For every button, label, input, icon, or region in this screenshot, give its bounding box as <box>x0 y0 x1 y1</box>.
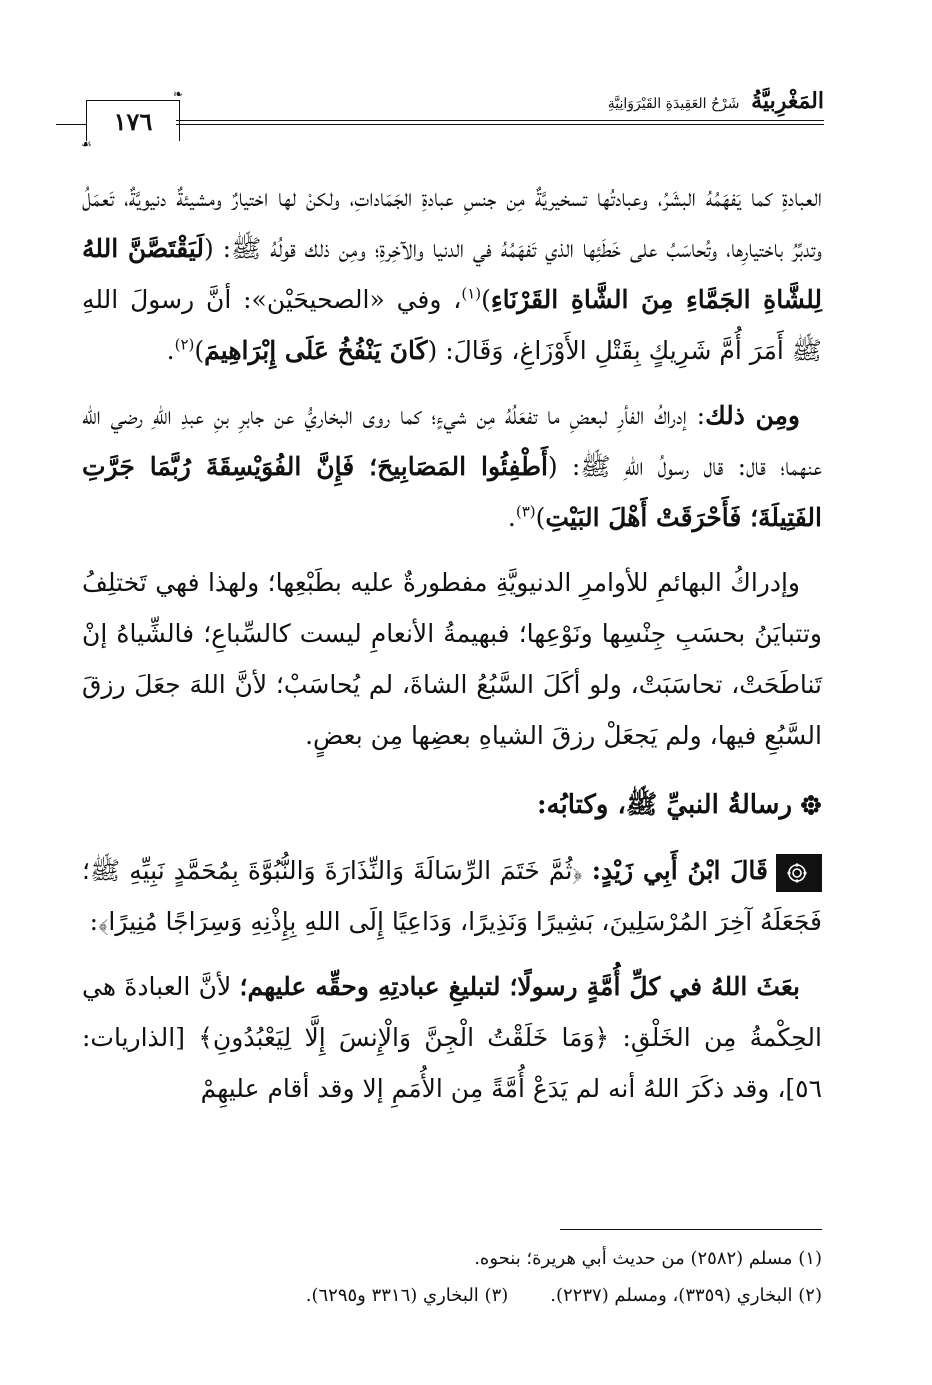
footnote-1: (١) مسلم (٢٥٨٢) من حديث أبي هريرة؛ بنحوه. <box>474 1248 822 1269</box>
page-header <box>56 80 824 151</box>
footnotes <box>82 1240 822 1314</box>
footnote-separator <box>560 1229 822 1230</box>
paragraph-text: وإدراكُ البهائمِ للأوامرِ الدنيويَّةِ مفطورةٌ عليه بطَبْعِها؛ ولهذا فهي تَختلِفُ وتتبايَنُ بحسَبِ جِنْسِها ونَوْعِها؛ فبهيمةُ الأنعامِ ليست كالسِّباعِ؛ فالشِّياهُ إنْ تَناطَحَتْ، تحاسَبَتْ، ولو أكَلَ السَّبُعُ الشاةَ، لم يُحاسَبْ؛ لأنَّ اللهَ جعَلَ رزقَ السَّبُعِ فيها، ولم يَجعَلْ رزقَ الشياهِ بعضِها مِن بعضٍ. <box>82 568 822 750</box>
hadith-quote: أَطْفِئُوا المَصَابِيحَ؛ فَإِنَّ الفُوَيْسِقَةَ رُبَّمَا جَرَّتِ الفَتِيلَةَ؛ فَأَحْرَقَتْ أَهْلَ البَيْتِ <box>82 452 822 532</box>
book-title: المَغْرِبيَّةُ <box>751 88 824 114</box>
main-text <box>82 172 822 1114</box>
header-left-line <box>56 124 86 125</box>
matn-text: ﴿ثُمَّ خَتَمَ الرِّسَالَةَ وَالنِّذَارَةَ وَالنُّبُوَّةَ بِمُحَمَّدٍ نَبِيِّهِ ﷺ؛ فَجَعَلَهُ آخِرَ المُرْسَلِينَ، بَشِيرًا وَنَذِيرًا، وَدَاعِيًا إِلَى اللهِ بِإِذْنِهِ وَسِرَاجًا مُنِيرًا﴾: <box>82 856 822 936</box>
closing-lead: بعَثَ اللهُ في كلِّ أُمَّةٍ رسولًا؛ لتبليغِ عبادتِهِ وحقِّه عليهم؛ <box>239 972 800 1001</box>
paragraph-lead: ومِن ذلك <box>705 401 800 430</box>
footnote-3: (٣) البخاري (٣٣١٦ و٦٢٩٥). <box>305 1285 509 1306</box>
ornament-icon: ☙ <box>81 137 92 151</box>
paragraph-text: : إدراكُ الفأرِ لبعضِ ما تفعَلُهُ مِن شيءٍ؛ كما روى البخاريُّ عن جابرِ بنِ عبدِ اللهِ رضي الله عنهما؛ قال: قال رسولُ اللهِ ﷺ: ( <box>82 401 823 481</box>
book-subtitle: شَرْحُ العَقِيدَةِ القَيْرَوَانِيَّةِ <box>607 96 740 112</box>
paragraph-2: ومِن ذلك: إدراكُ الفأرِ لبعضِ ما تفعَلُهُ مِن شيءٍ؛ كما روى البخاريُّ عن جابرِ بنِ عبدِ اللهِ رضي الله عنهما؛ قال: قال رسولُ اللهِ ﷺ: (أَطْفِئُوا المَصَابِيحَ؛ فَإِنَّ الفُوَيْسِقَةَ رُبَّمَا جَرَّتِ الفَتِيلَةَ؛ فَأَحْرَقَتْ أَهْلَ البَيْتِ)$^{(٣)}$. <box>82 401 823 532</box>
closing-text: لأنَّ العبادةَ هي الحِكْمةُ مِن الخَلْقِ: ﴿وَمَا خَلَقْتُ الْجِنَّ وَالْإِنسَ إِلَّا لِيَعْبُدُونِ﴾ [الذاريات: ٥٦]، وقد ذكَرَ اللهُ أنه لم يَدَعْ أُمَّةً مِن الأُمَمِ إلا وقد أقام عليهِمْ <box>82 972 822 1103</box>
section-heading-text: رسالةُ النبيِّ ﷺ، وكتابُه: <box>536 790 792 820</box>
ornament-icon: ❧ <box>172 87 183 101</box>
footnote-2: (٢) البخاري (٣٣٥٩)، ومسلم (٢٢٣٧). <box>550 1285 822 1306</box>
paragraph-text: ، وفي «الصحيحَيْن»: أنَّ رسولَ اللهِ ﷺ أَمَرَ أُمَّ شَرِيكٍ بِقَتْلِ الأَوْزَاغِ، وَقَالَ: ( <box>82 285 822 365</box>
page-number: ١٧٦ <box>113 107 153 136</box>
matn-badge <box>776 854 822 892</box>
paragraph-text: . <box>166 336 175 365</box>
section-heading <box>82 779 822 831</box>
paragraph-3 <box>82 557 822 761</box>
paragraph-4 <box>82 961 822 1114</box>
footnote-ref[interactable]: (١) <box>461 284 482 303</box>
hadith-quote: لَيَقْتَصَّنَّ اللهُ لِلشَّاةِ الجَمَّاءِ مِنَ الشَّاةِ القَرْنَاءِ <box>82 234 823 314</box>
flower-ornament-icon <box>800 794 822 816</box>
paragraph-1: العبادةِ كما يَفهَمُهُ البشَرُ، وعبادتُها تسخيريَّةٌ مِن جنسِ عبادةِ الجَمَاداتِ، ولكنْ لها اختيارٌ ومشيئةٌ دنيويَّةٌ، تَعمَلُ وتدبِّرُ باختيارِها، وتُحاسَبُ على خَطَئِها الذي تَفهَمُهُ في الدنيا والآخِرةِ؛ ومِن ذلك قولُهُ ﷺ: (لَيَقْتَصَّنَّ اللهُ لِلشَّاةِ الجَمَّاءِ مِنَ الشَّاةِ القَرْنَاءِ)$^{(١)}$، وفي «الصحيحَيْن»: أنَّ رسولَ اللهِ ﷺ أَمَرَ أُمَّ شَرِيكٍ بِقَتْلِ الأَوْزَاغِ، وَقَالَ: (كَانَ يَنْفُخُ عَلَى إِبْرَاهِيمَ)$^{(٢)}$. <box>82 183 823 365</box>
paragraph-text: . <box>507 503 516 532</box>
header-rule-double <box>176 124 824 125</box>
hadith-quote: كَانَ يَنْفُخُ عَلَى إِبْرَاهِيمَ <box>204 336 428 365</box>
matn-speaker: قَالَ ابْنُ أَبِي زَيْدٍ: <box>591 856 768 885</box>
footnote-ref[interactable]: (٢) <box>174 335 195 354</box>
paragraph-text: العبادةِ كما يَفهَمُهُ البشَرُ، وعبادتُها تسخيريَّةٌ مِن جنسِ عبادةِ الجَمَاداتِ، ولكنْ لها اختيارٌ ومشيئةٌ دنيويَّةٌ، تَعمَلُ وتدبِّرُ باختيارِها، وتُحاسَبُ على خَطَئِها الذي تَفهَمُهُ في الدنيا والآخِرةِ؛ ومِن ذلك قولُهُ ﷺ: ( <box>82 183 822 263</box>
page-number-frame <box>81 87 183 151</box>
running-title <box>608 88 824 114</box>
footnote-ref[interactable]: (٣) <box>515 502 536 521</box>
header-rule <box>176 120 824 121</box>
matn-block <box>82 845 822 947</box>
rosette-icon <box>786 862 808 884</box>
footnote-row <box>82 1277 822 1314</box>
